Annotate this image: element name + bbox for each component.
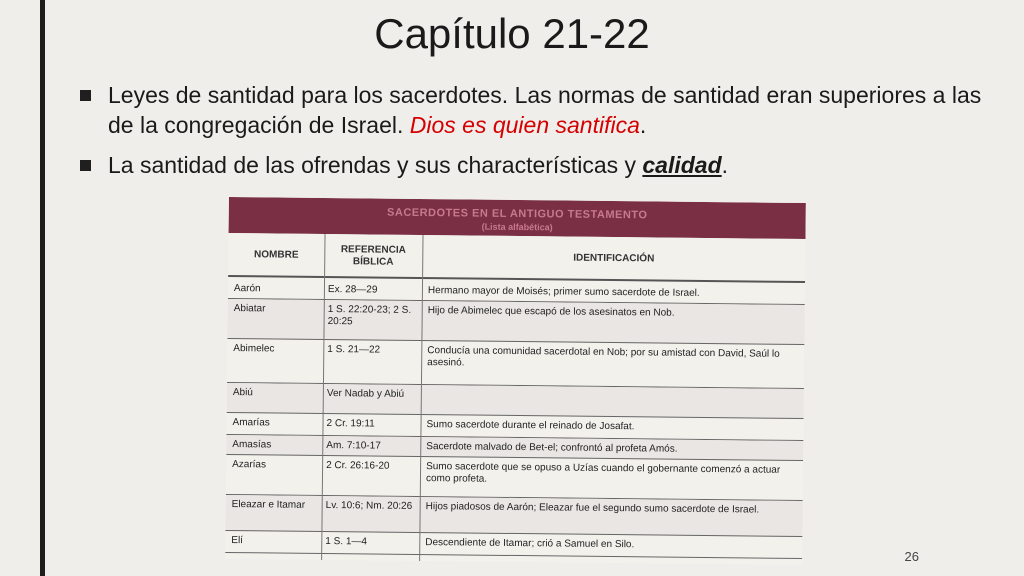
cell-name: Aarón [233,283,261,295]
cell-name: Amarías [232,417,270,429]
cell-reference: Lv. 10:6; Nm. 20:26 [325,500,413,512]
cell-identification [427,389,797,393]
bullet-item [80,80,1000,140]
bullet-list [80,80,1000,190]
bullet-text: La santidad de las ofrendas y sus characterísticas y [108,152,643,178]
cell-name: Abiatar [233,303,266,315]
cell-reference: 2 Cr. 26:16-20 [326,460,390,472]
bullet-end: . [639,112,647,138]
header-id: IDENTIFICACIÓN [573,252,655,265]
cell-reference: Ver Nadab y Abiú [326,388,405,400]
table-row [225,531,802,559]
page-number: 26 [904,549,919,564]
bullet-highlight: Dios es quien santifica [409,112,640,138]
table-title: SACERDOTES EN EL ANTIGUO TESTAMENTO [387,206,648,222]
bullet-text: Leyes de santidad para los sacerdotes. Las normas de santidad eran superiores a las de la congregación de Israel. [108,82,982,138]
cell-identification: Sumo sacerdote durante el reinado de Josafat. [426,419,635,433]
cell-name: Azarías [232,459,267,471]
bullet-end: . [721,152,729,178]
cell-identification: Sumo sacerdote que se opuso a Uzías cuando el gobernante comenzó a actuar como profeta. [425,461,781,485]
cell-reference: 1 S. 21—22 [327,344,381,356]
table-row [227,299,804,345]
cell-identification: Descendiente de Itamar; crió a Samuel en Silo. [425,537,635,551]
square-bullet-icon [80,90,91,101]
cell-identification: Hermano mayor de Moisés; primer sumo sacerdote de Israel. [427,285,700,299]
cell-reference: 1 S. 1—4 [325,536,368,548]
cell-identification: Hijo de Abimelec que escapó de los asesinatos en Nob. [427,305,675,319]
header-name: NOMBRE [254,249,299,261]
cell-name: Elí [231,535,244,547]
cell-identification: Sacerdote malvado de Bet-el; confrontó al profeta Amós. [426,441,678,455]
table-title-band [229,197,806,239]
cell-name: Abiú [232,387,253,399]
square-bullet-icon [80,160,91,171]
table-row [225,495,802,537]
cell-reference: 2 Cr. 19:11 [326,418,375,430]
cell-reference: Ex. 28—29 [327,284,378,296]
header-ref: REFERENCIA BÍBLICA [340,244,406,268]
table-photo [225,197,806,565]
cell-name: Abimelec [233,343,275,355]
slide-title: Capítulo 21-22 [374,10,650,57]
cell-name: Eleazar e Itamar [231,499,306,511]
cell-reference: 1 S. 22:20-23; 2 S. 20:25 [327,304,412,328]
cell-identification: Hijos piadosos de Aarón; Eleazar fue el segundo sumo sacerdote de Israel. [425,501,760,516]
table-header [228,233,805,283]
table-row [226,455,803,501]
table-row [227,339,804,389]
bullet-item [80,150,1000,180]
cell-reference: Am. 7:10-17 [326,440,381,452]
left-accent-bar [40,0,45,576]
cell-identification: Conducía una comunidad sacerdotal en Nob; por su amistad con David, Saúl lo asesinó. [427,345,780,369]
bullet-highlight: calidad [642,152,722,178]
cell-name: Amasías [232,439,272,451]
table-subtitle: (Lista alfabética) [481,221,553,233]
